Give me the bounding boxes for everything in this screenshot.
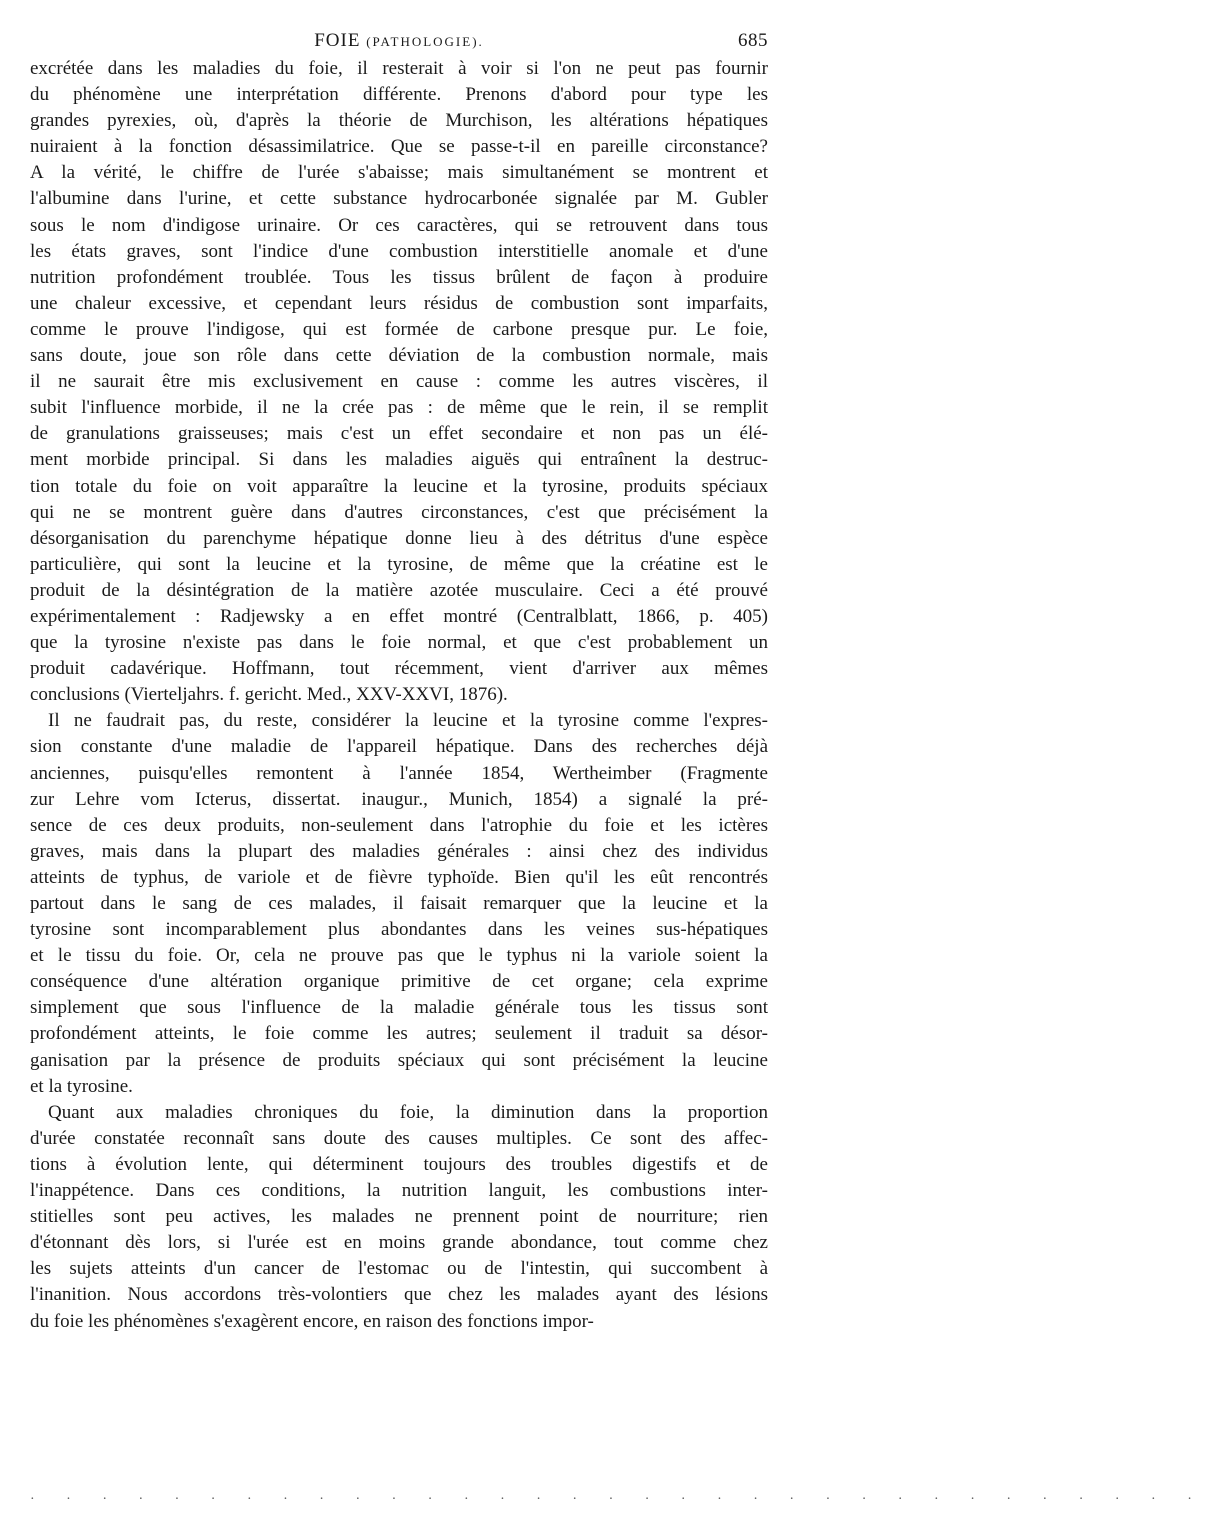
text-line: qui ne se montrent guère dans d'autres circonstances, c'est que précisément la	[30, 501, 768, 523]
text-line: tyrosine sont incomparablement plus abondantes dans les veines sus-hépatiques	[30, 919, 768, 941]
text-line: nuiraient à la fonction désassimilatrice. Que se passe-t-il en pareille circonstance?	[30, 136, 768, 158]
text-line: excrétée dans les maladies du foie, il resterait à voir si l'on ne peut pas fournir	[30, 58, 768, 79]
body-text	[30, 56, 768, 1335]
header-subtitle: (PATHOLOGIE).	[366, 34, 484, 49]
paragraph	[30, 1100, 768, 1335]
text-line: particulière, qui sont la leucine et la tyrosine, de même que la créatine est le	[30, 553, 768, 575]
text-line: sous le nom d'indigose urinaire. Or ces caractères, qui se retrouvent dans tous	[30, 214, 768, 236]
text-line: zur Lehre vom Icterus, dissertat. inaugur., Munich, 1854) a signalé la pré-	[30, 788, 768, 810]
text-line: du foie les phénomènes s'exagèrent encore, en raison des fonctions impor-	[30, 1310, 594, 1332]
page-number: 685	[738, 30, 768, 51]
text-line: les états graves, sont l'indice d'une combustion interstitielle anomale et d'une	[30, 240, 768, 262]
text-line: partout dans le sang de ces malades, il faisait remarquer que la leucine et la	[30, 893, 768, 914]
text-line: subit l'influence morbide, il ne la crée pas : de même que le rein, il se remplit	[30, 397, 768, 419]
text-line: nutrition profondément troublée. Tous les tissus brûlent de façon à produire	[30, 266, 768, 288]
text-line: et le tissu du foie. Or, cela ne prouve pas que le typhus ni la variole soient la	[30, 945, 768, 967]
text-line: grandes pyrexies, où, d'après la théorie de Murchison, les altérations hépatiques	[30, 110, 768, 132]
text-line: simplement que sous l'influence de la maladie générale tous les tissus sont	[30, 997, 768, 1019]
text-line: profondément atteints, le foie comme les autres; seulement il traduit sa désor-	[30, 1023, 768, 1045]
scan-dot-marks: · · · · · · · · · · · · · · · · · · · · · · · · · · · · · · · · ·	[30, 1492, 1206, 1507]
text-line: d'urée constatée reconnaît sans doute des causes multiples. Ce sont des affec-	[30, 1127, 768, 1149]
text-line: sence de ces deux produits, non-seulement dans l'atrophie du foie et les ictères	[30, 814, 768, 836]
document-page	[30, 30, 768, 1335]
text-line: anciennes, puisqu'elles remontent à l'année 1854, Wertheimber (Fragmente	[30, 762, 768, 784]
text-line: produit cadavérique. Hoffmann, tout récemment, vient d'arriver aux mêmes	[30, 658, 768, 680]
text-line: l'albumine dans l'urine, et cette substance hydrocarbonée signalée par M. Gubler	[30, 188, 768, 210]
text-line: les sujets atteints d'un cancer de l'estomac ou de l'intestin, qui succombent à	[30, 1258, 768, 1280]
text-line: ganisation par la présence de produits spéciaux qui sont précisément la leucine	[30, 1049, 768, 1071]
text-line: du phénomène une interprétation différente. Prenons d'abord pour type les	[30, 84, 768, 106]
text-line: l'inanition. Nous accordons très-volontiers que chez les malades ayant des lésions	[30, 1284, 768, 1306]
text-line: graves, mais dans la plupart des maladies générales : ainsi chez des individus	[30, 840, 768, 862]
paragraph	[30, 708, 768, 1099]
text-line: que la tyrosine n'existe pas dans le foie normal, et que c'est probablement un	[30, 632, 768, 654]
text-line: tions à évolution lente, qui déterminent toujours des troubles digestifs et de	[30, 1153, 768, 1175]
text-line: l'inappétence. Dans ces conditions, la nutrition languit, les combustions inter-	[30, 1180, 768, 1202]
text-line: tion totale du foie on voit apparaître la leucine et la tyrosine, produits spéciaux	[30, 475, 768, 497]
text-line: Quant aux maladies chroniques du foie, la diminution dans la proportion	[48, 1101, 768, 1123]
text-line: sion constante d'une maladie de l'appareil hépatique. Dans des recherches déjà	[30, 736, 768, 758]
text-line: sans doute, joue son rôle dans cette déviation de la combustion normale, mais	[30, 345, 768, 367]
text-line: expérimentalement : Radjewsky a en effet montré (Centralblatt, 1866, p. 405)	[30, 605, 768, 627]
text-line: stitielles sont peu actives, les malades ne prennent point de nourriture; rien	[30, 1206, 768, 1228]
text-line: conclusions (Vierteljahrs. f. gericht. Med., XXV-XXVI, 1876).	[30, 684, 508, 706]
running-head	[30, 30, 768, 56]
text-line: désorganisation du parenchyme hépatique donne lieu à des détritus d'une espèce	[30, 527, 768, 549]
text-line: d'étonnant dès lors, si l'urée est en moins grande abondance, tout comme chez	[30, 1232, 768, 1254]
text-line: ment morbide principal. Si dans les maladies aiguës qui entraînent la destruc-	[30, 449, 768, 471]
text-line: de granulations graisseuses; mais c'est un effet secondaire et non pas un élé-	[30, 423, 768, 445]
text-line: A la vérité, le chiffre de l'urée s'abaisse; mais simultanément se montrent et	[30, 162, 768, 184]
text-line: atteints de typhus, de variole et de fièvre typhoïde. Bien qu'il les eût rencontrés	[30, 866, 768, 888]
header-title: FOIE	[314, 30, 361, 51]
text-line: comme le prouve l'indigose, qui est formée de carbone presque pur. Le foie,	[30, 318, 768, 340]
text-line: conséquence d'une altération organique primitive de cet organe; cela exprime	[30, 971, 768, 993]
text-line: une chaleur excessive, et cependant leurs résidus de combustion sont imparfaits,	[30, 292, 768, 314]
text-line: et la tyrosine.	[30, 1075, 133, 1097]
paragraph	[30, 56, 768, 708]
text-line: produit de la désintégration de la matière azotée musculaire. Ceci a été prouvé	[30, 579, 768, 601]
text-line: Il ne faudrait pas, du reste, considérer la leucine et la tyrosine comme l'expres-	[48, 710, 768, 732]
running-title	[30, 30, 768, 52]
text-line: il ne saurait être mis exclusivement en cause : comme les autres viscères, il	[30, 371, 768, 393]
